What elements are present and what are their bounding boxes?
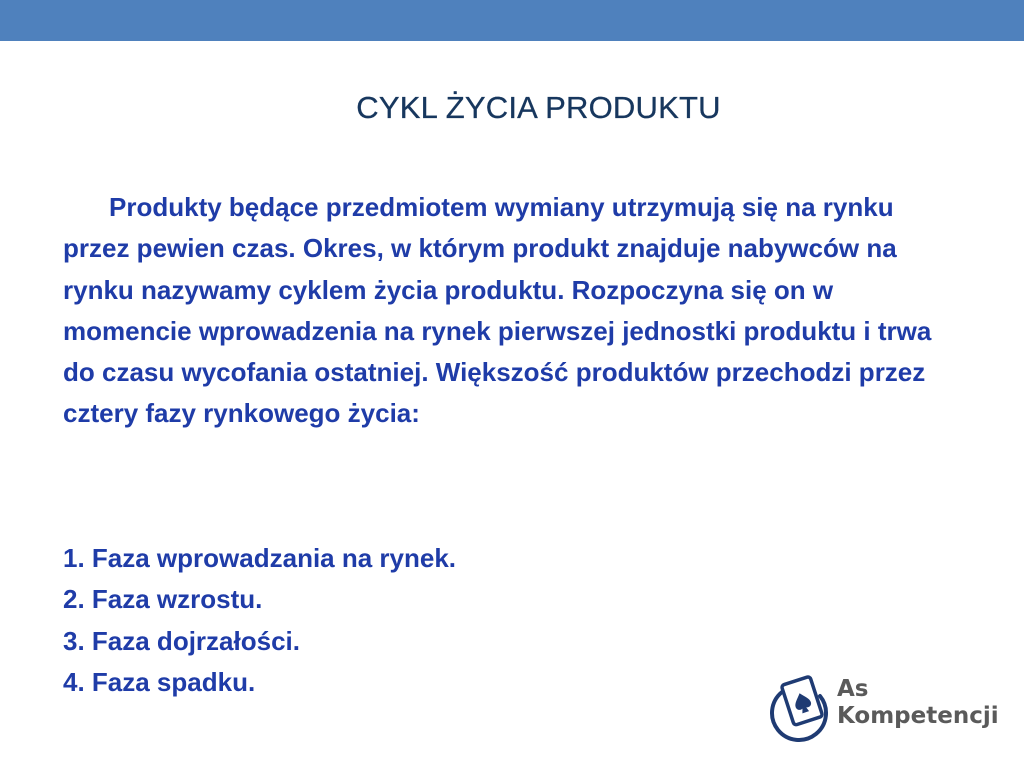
as-kompetencji-logo [768, 672, 998, 742]
phase-item-2: 2. Faza wzrostu. [63, 584, 263, 615]
spade-card-icon [768, 672, 832, 742]
phase-item-3: 3. Faza dojrzałości. [63, 625, 300, 656]
slide-title: CYKL ŻYCIA PRODUKTU [356, 90, 721, 125]
phase-item-1: 1. Faza wprowadzania na rynek. [63, 543, 457, 573]
logo-line-kompetencji: Kompetencji [837, 703, 999, 729]
logo-line-as: As [837, 676, 869, 702]
phase-list [63, 538, 763, 703]
phase-item-4: 4. Faza spadku. [63, 666, 256, 697]
logo-wordmark [837, 676, 999, 730]
intro-paragraph [63, 187, 963, 435]
top-accent-bar [0, 0, 1024, 41]
intro-paragraph-text: Produkty będące przedmiotem wymiany utrzymują się na rynku przez pewien czas. Okres, w którym produkt znajduje nabywców na rynku nazywamy cyklem życia produktu. Rozpoczyna się on w momencie wprowadzenia na rynek pierwszej jednostki produktu i trwa do czasu wycofania ostatniej. Większość produktów przechodzi przez cztery fazy rynkowego życia: [63, 192, 932, 429]
